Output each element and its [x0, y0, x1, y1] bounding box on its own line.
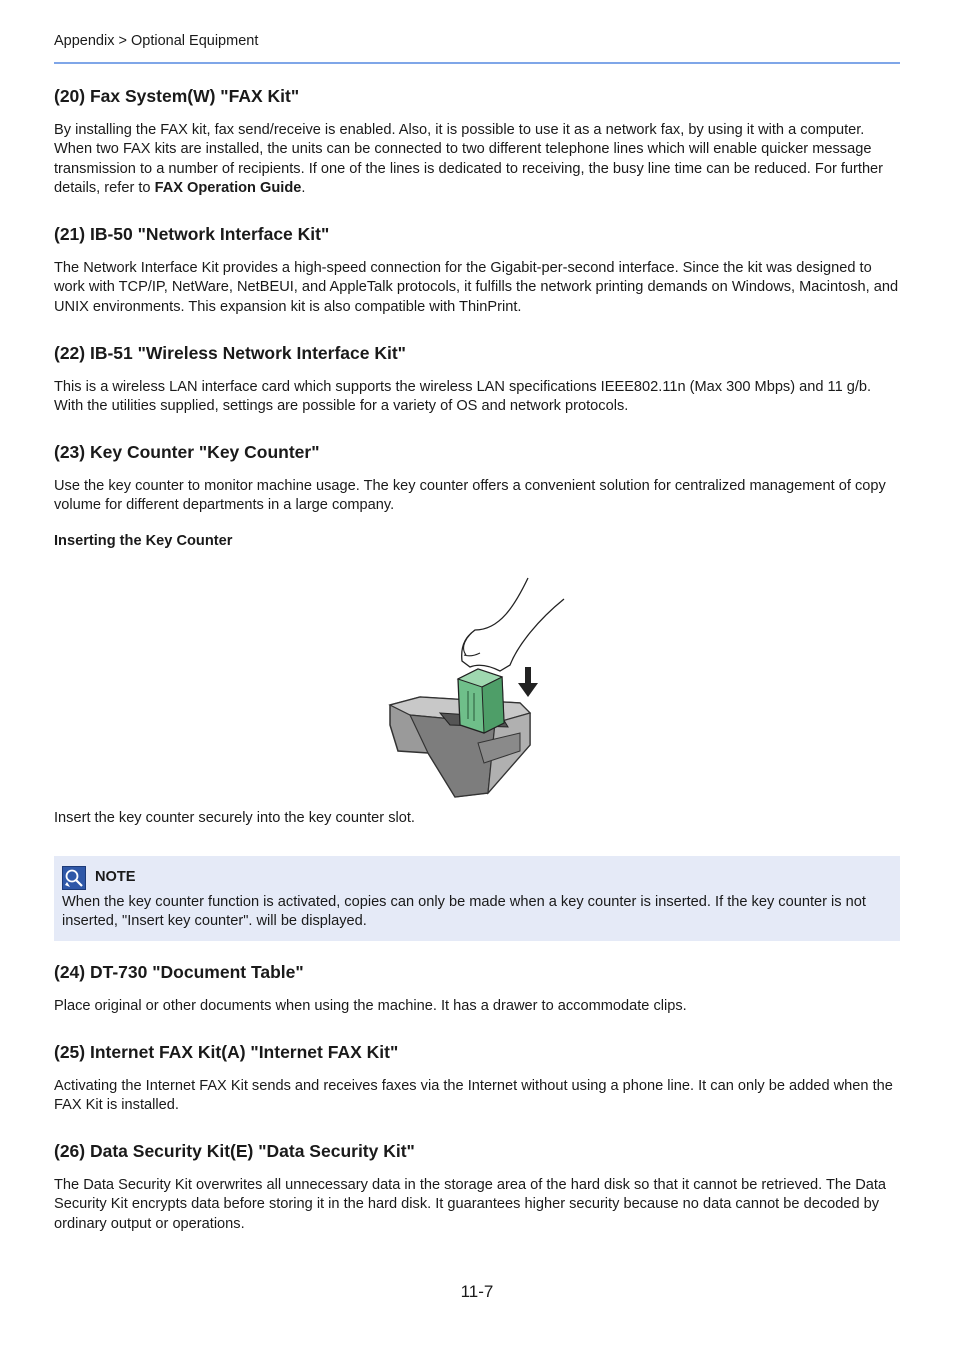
note-title: NOTE: [95, 869, 136, 885]
section-body-key-counter: Use the key counter to monitor machine usage. The key counter offers a convenient solution for centralized management of copy volume for different departments in a large company.: [54, 478, 886, 514]
section-body-fax-kit: [54, 121, 900, 199]
figure-caption: Insert the key counter securely into the key counter slot.: [54, 810, 415, 826]
page-number: 11-7: [460, 1282, 494, 1301]
section-heading-document-table: (24) DT-730 "Document Table": [54, 962, 304, 982]
note-body: When the key counter function is activated, copies can only be made when a key counter is inserted. If the key counter is not inserted, "Insert key counter". will be displayed.: [62, 894, 866, 930]
section-heading-key-counter: (23) Key Counter "Key Counter": [54, 442, 320, 462]
section-body-internet-fax-kit: Activating the Internet FAX Kit sends and receives faxes via the Internet without using a phone line. It can only be added when the FAX Kit is installed.: [54, 1078, 893, 1114]
section-body-data-security-kit: The Data Security Kit overwrites all unnecessary data in the storage area of the hard disk so that it cannot be retrieved. The Data Security Kit encrypts data before storing it in the hard disk. It guarantees higher security because no data cannot be decoded by ordinary output or operations.: [54, 1177, 887, 1232]
breadcrumb: Appendix > Optional Equipment: [54, 33, 259, 49]
section-heading-network-interface-kit: (21) IB-50 "Network Interface Kit": [54, 224, 330, 244]
section-heading-fax-kit: (20) Fax System(W) "FAX Kit": [54, 86, 300, 106]
key-counter-illustration: [380, 575, 580, 800]
section-heading-wireless-kit: (22) IB-51 "Wireless Network Interface Kit": [54, 343, 406, 363]
section-body-wireless-kit: This is a wireless LAN interface card which supports the wireless LAN specifications IEEE802.11n (Max 300 Mbps) and 11 g/b. With the utilities supplied, settings are possible for a variety of OS and network protocols.: [54, 379, 872, 415]
section-body-document-table: Place original or other documents when using the machine. It has a drawer to accommodate clips.: [54, 998, 687, 1014]
subheading-inserting-key-counter: Inserting the Key Counter: [54, 533, 233, 549]
fax-operation-guide-ref: FAX Operation Guide: [154, 180, 302, 197]
section-body-network-interface-kit: The Network Interface Kit provides a high-speed connection for the Gigabit-per-second interface. Since the kit was designed to work with TCP/IP, NetWare, NetBEUI, and AppleTalk protocols, it fulfills the network printing demands on Windows, Macintosh, and UNIX environments. This expansion kit is also compatible with ThinPrint.: [54, 260, 899, 315]
note-icon: [62, 866, 86, 890]
section-heading-internet-fax-kit: (25) Internet FAX Kit(A) "Internet FAX Kit": [54, 1042, 399, 1062]
fax-kit-text-end: .: [301, 180, 306, 197]
header-divider: [54, 62, 900, 64]
fax-kit-text: By installing the FAX kit, fax send/receive is enabled. Also, it is possible to use it as a network fax, by using it with a computer. When two FAX kits are installed, the units can be connected to two different telephone lines which will enable quicker message transmission to a number of recipients. If one of the lines is dedicated to receiving, the busy line time can be reduced. For further details, refer to: [54, 122, 884, 197]
section-heading-data-security-kit: (26) Data Security Kit(E) "Data Security Kit": [54, 1141, 415, 1161]
